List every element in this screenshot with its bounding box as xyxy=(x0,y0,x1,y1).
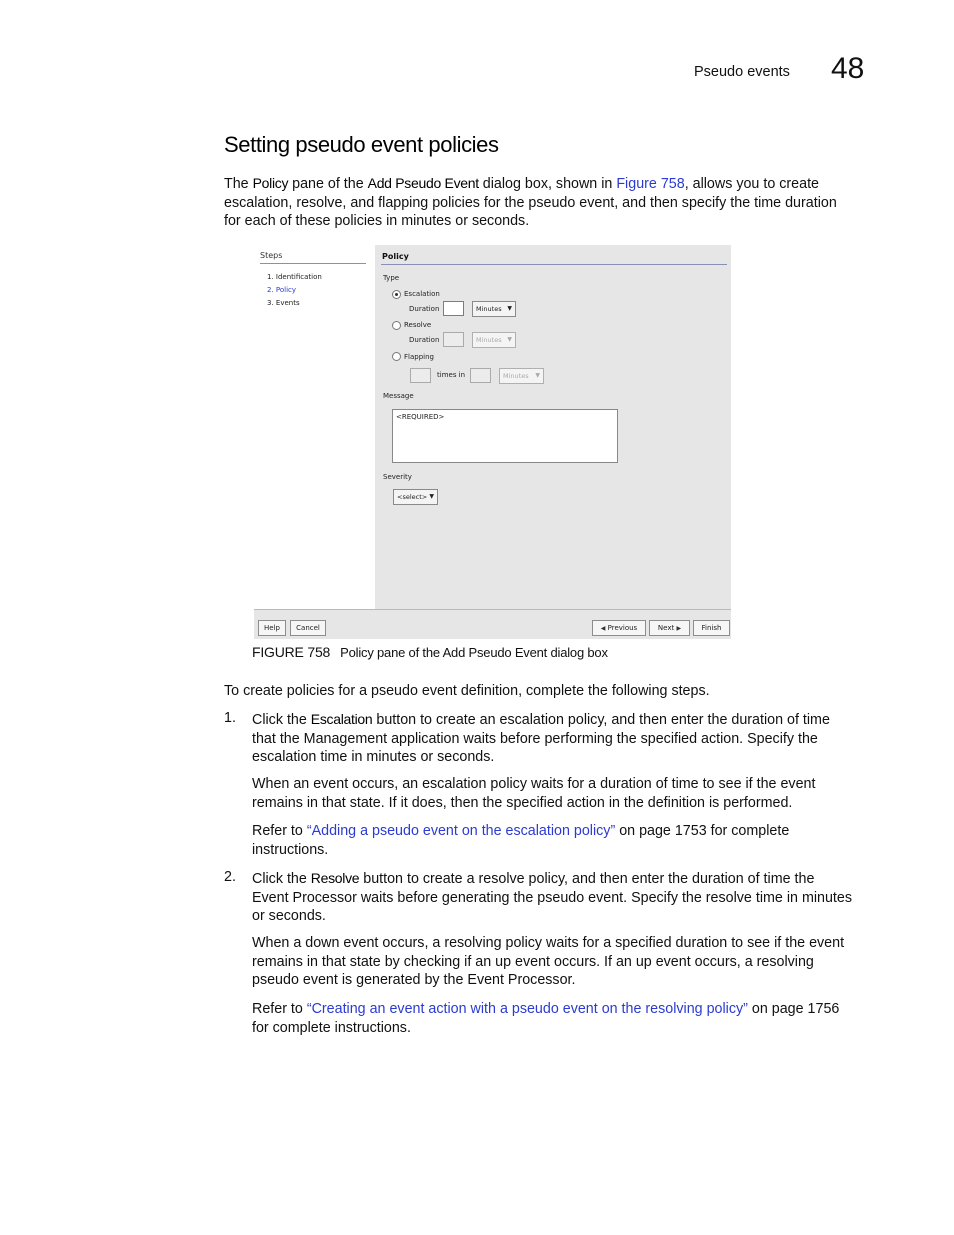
flapping-unit-select[interactable]: Minutes ▼ xyxy=(499,368,544,384)
policy-pane xyxy=(375,245,731,609)
chevron-down-icon: ▼ xyxy=(429,493,434,500)
step-events[interactable]: 3. Events xyxy=(267,299,300,307)
escalation-duration-label: Duration xyxy=(409,305,440,313)
running-header-section: Pseudo events xyxy=(694,64,790,80)
escalation-radio[interactable] xyxy=(392,290,401,299)
dialog-button-bar xyxy=(254,609,731,639)
type-label: Type xyxy=(383,274,400,282)
resolving-policy-link[interactable]: “Creating an event action with a pseudo event on the resolving policy” xyxy=(306,1001,748,1017)
step-1-paragraph: Click the Escalation button to create an escalation policy, and then enter the duration of time that the Management application waits before performing the specified action. Specify the escalation time in minutes or seconds. xyxy=(252,711,830,766)
flapping-label: Flapping xyxy=(404,353,434,361)
figure-caption xyxy=(252,644,608,660)
flapping-radio[interactable] xyxy=(392,352,401,361)
resolve-radio[interactable] xyxy=(392,321,401,330)
chevron-down-icon: ▼ xyxy=(535,372,540,379)
section-heading: Setting pseudo event policies xyxy=(224,132,499,157)
step-2-detail: When a down event occurs, a resolving policy waits for a specified duration to see if the event remains in that state by checking if an up event occurs. If an up event occurs, a resolving pseudo event is generated by the Event Processor. xyxy=(252,935,845,989)
resolve-duration-label: Duration xyxy=(409,336,440,344)
next-button[interactable]: Next ▶ xyxy=(649,620,690,636)
finish-button[interactable]: Finish xyxy=(693,620,730,636)
ui-term-escalation: Escalation xyxy=(310,711,373,727)
step-2-paragraph: Click the Resolve button to create a resolve policy, and then enter the duration of time the Event Processor waits before generating the pseudo event. Specify the resolve time in minutes or seconds. xyxy=(252,870,853,925)
figure-caption-label: FIGURE 758 xyxy=(252,644,331,660)
add-pseudo-event-dialog xyxy=(254,245,731,638)
previous-button[interactable]: ◀ Previous xyxy=(592,620,646,636)
ui-term-policy: Policy xyxy=(252,175,289,191)
step-2-number: 2. xyxy=(224,869,236,885)
help-button[interactable]: Help xyxy=(258,620,286,636)
steps-title: Steps xyxy=(260,251,283,260)
step-1-detail: When an event occurs, an escalation policy waits for a duration of time to see if the event remains in that state. If it does, then the specified action in the definition is performed. xyxy=(252,776,816,811)
chevron-down-icon: ▼ xyxy=(507,305,512,312)
figure-caption-text: Policy pane of the Add Pseudo Event dialog box xyxy=(340,645,608,660)
flapping-count-input[interactable] xyxy=(410,368,431,383)
chevron-right-icon: ▶ xyxy=(676,625,682,632)
resolve-duration-input[interactable] xyxy=(443,332,464,347)
chevron-down-icon: ▼ xyxy=(507,336,512,343)
step-2-reference: Refer to “Creating an event action with a pseudo event on the resolving policy” on page 1756 for complete instructions. xyxy=(252,1001,840,1036)
step-identification[interactable]: 1. Identification xyxy=(267,273,322,281)
times-in-label: times in xyxy=(437,371,466,379)
steps-divider xyxy=(260,263,366,264)
step-1-number: 1. xyxy=(224,710,236,726)
severity-select[interactable]: <select> ▼ xyxy=(393,489,438,505)
policy-divider xyxy=(381,264,727,265)
policy-pane-title: Policy xyxy=(382,252,409,261)
ui-term-add-pseudo-event: Add Pseudo Event xyxy=(367,175,479,191)
chapter-number: 48 xyxy=(831,52,865,85)
escalation-policy-link[interactable]: “Adding a pseudo event on the escalation policy” xyxy=(306,823,616,839)
chevron-left-icon: ◀ xyxy=(600,625,606,632)
figure-link[interactable]: Figure 758 xyxy=(616,176,685,192)
message-textarea[interactable]: <REQUIRED> xyxy=(392,409,618,463)
step-policy[interactable]: 2. Policy xyxy=(267,286,297,294)
escalation-label: Escalation xyxy=(404,290,440,298)
escalation-duration-input[interactable] xyxy=(443,301,464,316)
intro-paragraph: The Policy pane of the Add Pseudo Event dialog box, shown in Figure 758, allows you to create escalation, resolve, and flapping policies for the pseudo event, and then specify the time duration for each of these policies in minutes or seconds. xyxy=(224,175,837,230)
resolve-label: Resolve xyxy=(404,321,432,329)
lead-paragraph: To create policies for a pseudo event definition, complete the following steps. xyxy=(224,683,710,699)
flapping-duration-input[interactable] xyxy=(470,368,491,383)
message-label: Message xyxy=(383,392,414,400)
step-1-reference: Refer to “Adding a pseudo event on the escalation policy” on page 1753 for complete instructions. xyxy=(252,823,790,858)
escalation-unit-select[interactable]: Minutes ▼ xyxy=(472,301,516,317)
ui-term-resolve: Resolve xyxy=(310,870,360,886)
cancel-button[interactable]: Cancel xyxy=(290,620,326,636)
steps-panel xyxy=(254,245,375,609)
severity-label: Severity xyxy=(383,473,412,481)
resolve-unit-select[interactable]: Minutes ▼ xyxy=(472,332,516,348)
